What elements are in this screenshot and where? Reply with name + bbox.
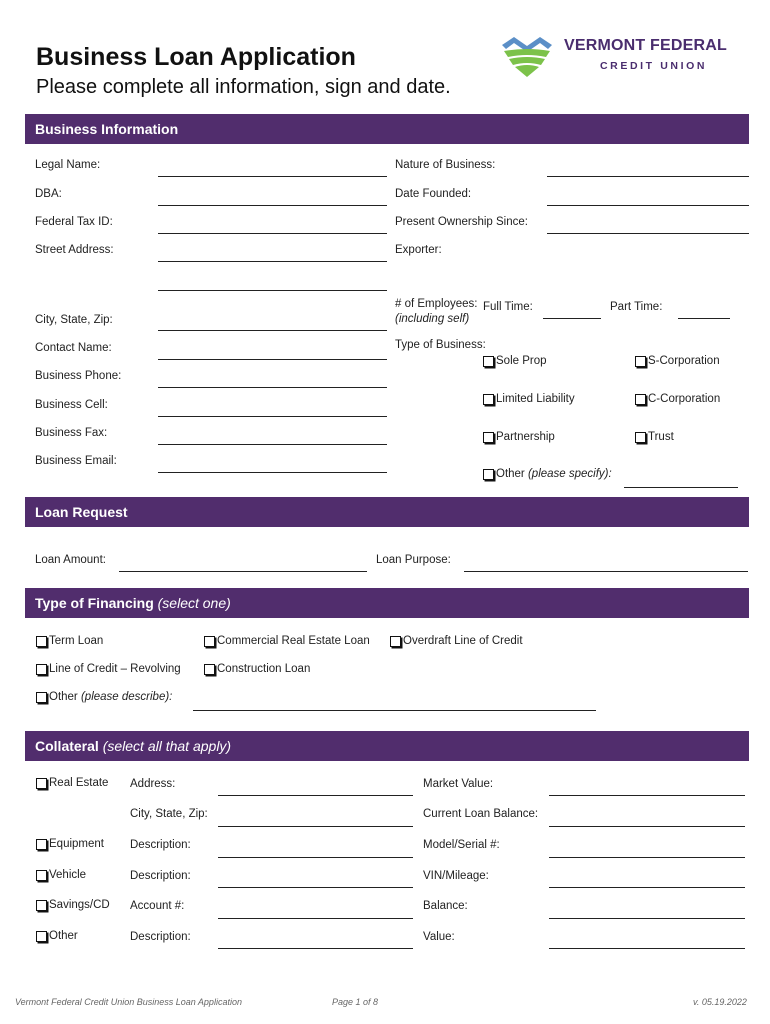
section-collateral: Collateral (select all that apply) (25, 731, 749, 761)
full-time-field[interactable] (543, 318, 601, 319)
vin-mileage-label: VIN/Mileage: (423, 870, 489, 882)
business-email-label: Business Email: (35, 455, 117, 467)
page-subtitle: Please complete all information, sign and date. (36, 76, 451, 98)
checkbox-term-loan[interactable]: Term Loan (36, 635, 103, 647)
checkbox-icon (36, 900, 47, 911)
contact-name-field[interactable] (158, 359, 387, 360)
business-fax-label: Business Fax: (35, 427, 108, 439)
checkbox-construction-loan[interactable]: Construction Loan (204, 663, 310, 675)
federal-tax-id-label: Federal Tax ID: (35, 216, 113, 228)
exporter-label: Exporter: (395, 244, 442, 256)
real-estate-address-label: Address: (130, 778, 176, 790)
current-loan-balance-label: Current Loan Balance: (423, 808, 539, 820)
vehicle-description-field[interactable] (218, 887, 413, 888)
checkbox-icon (36, 931, 47, 942)
balance-label: Balance: (423, 900, 468, 912)
footer-version: v. 05.19.2022 (693, 997, 747, 1007)
balance-field[interactable] (549, 918, 745, 919)
page-title: Business Loan Application (36, 43, 356, 71)
business-cell-field[interactable] (158, 416, 387, 417)
business-fax-field[interactable] (158, 444, 387, 445)
other-description-label: Description: (130, 931, 191, 943)
real-estate-city-label: City, State, Zip: (130, 808, 208, 820)
footer-page-number: Page 1 of 8 (332, 997, 379, 1007)
business-cell-label: Business Cell: (35, 399, 108, 411)
business-phone-label: Business Phone: (35, 370, 122, 382)
checkbox-vehicle[interactable]: Vehicle (36, 869, 86, 881)
checkbox-icon (483, 356, 494, 367)
loan-amount-label: Loan Amount: (35, 554, 106, 566)
checkbox-icon (483, 469, 494, 480)
checkbox-other-collateral[interactable]: Other (36, 930, 78, 942)
federal-tax-id-field[interactable] (158, 233, 387, 234)
checkbox-icon (204, 636, 215, 647)
checkbox-icon (635, 394, 646, 405)
checkbox-icon (36, 839, 47, 850)
value-label: Value: (423, 931, 455, 943)
model-serial-field[interactable] (549, 857, 745, 858)
checkbox-icon (36, 870, 47, 881)
checkbox-sole-prop[interactable]: Sole Prop (483, 355, 547, 367)
date-founded-field[interactable] (547, 205, 749, 206)
checkbox-line-of-credit-revolving[interactable]: Line of Credit – Revolving (36, 663, 181, 675)
legal-name-field[interactable] (158, 176, 387, 177)
checkbox-s-corporation[interactable]: S-Corporation (635, 355, 720, 367)
checkbox-icon (36, 636, 47, 647)
checkbox-icon (483, 394, 494, 405)
equipment-description-label: Description: (130, 839, 191, 851)
market-value-field[interactable] (549, 795, 745, 796)
checkbox-icon (36, 692, 47, 703)
employees-label: # of Employees: (395, 298, 478, 310)
business-phone-field[interactable] (158, 387, 387, 388)
checkbox-icon (635, 432, 646, 443)
checkbox-limited-liability[interactable]: Limited Liability (483, 393, 575, 405)
other-description-field[interactable] (218, 948, 413, 949)
section-type-of-financing: Type of Financing (select one) (25, 588, 749, 618)
checkbox-real-estate[interactable]: Real Estate (36, 777, 108, 789)
contact-name-label: Contact Name: (35, 342, 112, 354)
checkbox-icon (635, 356, 646, 367)
section-loan-request: Loan Request (25, 497, 749, 527)
checkbox-trust[interactable]: Trust (635, 431, 674, 443)
business-email-field[interactable] (158, 472, 387, 473)
checkbox-other-business[interactable]: Other (please specify): (483, 468, 612, 480)
legal-name-label: Legal Name: (35, 159, 101, 171)
street-address-field-2[interactable] (158, 290, 387, 291)
street-address-field[interactable] (158, 261, 387, 262)
ownership-since-field[interactable] (547, 233, 749, 234)
checkbox-equipment[interactable]: Equipment (36, 838, 104, 850)
ownership-since-label: Present Ownership Since: (395, 216, 528, 228)
logo-subtitle: CREDIT UNION (600, 60, 708, 72)
date-founded-label: Date Founded: (395, 188, 472, 200)
checkbox-icon (390, 636, 401, 647)
checkbox-icon (483, 432, 494, 443)
part-time-label: Part Time: (610, 301, 663, 313)
checkbox-icon (204, 664, 215, 675)
city-state-zip-field[interactable] (158, 330, 387, 331)
city-state-zip-label: City, State, Zip: (35, 314, 113, 326)
checkbox-icon (36, 664, 47, 675)
vermont-federal-logo-icon (500, 35, 554, 79)
footer-document-name: Vermont Federal Credit Union Business Loan Application (15, 997, 242, 1007)
other-business-field[interactable] (624, 487, 738, 488)
current-loan-balance-field[interactable] (549, 826, 745, 827)
checkbox-savings-cd[interactable]: Savings/CD (36, 899, 110, 911)
dba-label: DBA: (35, 188, 62, 200)
real-estate-address-field[interactable] (218, 795, 413, 796)
loan-purpose-label: Loan Purpose: (376, 554, 451, 566)
full-time-label: Full Time: (483, 301, 533, 313)
value-field[interactable] (549, 948, 745, 949)
model-serial-label: Model/Serial #: (423, 839, 500, 851)
checkbox-commercial-real-estate-loan[interactable]: Commercial Real Estate Loan (204, 635, 370, 647)
market-value-label: Market Value: (423, 778, 494, 790)
loan-amount-field[interactable] (119, 571, 367, 572)
street-address-label: Street Address: (35, 244, 114, 256)
account-number-field[interactable] (218, 918, 413, 919)
logo-name: VERMONT FEDERAL (564, 37, 727, 54)
other-financing-field[interactable] (193, 710, 596, 711)
checkbox-partnership[interactable]: Partnership (483, 431, 555, 443)
part-time-field[interactable] (678, 318, 730, 319)
section-business-information: Business Information (25, 114, 749, 144)
checkbox-c-corporation[interactable]: C-Corporation (635, 393, 720, 405)
dba-field[interactable] (158, 205, 387, 206)
real-estate-city-field[interactable] (218, 826, 413, 827)
nature-of-business-field[interactable] (547, 176, 749, 177)
type-of-business-label: Type of Business: (395, 339, 486, 351)
account-number-label: Account #: (130, 900, 185, 912)
vin-mileage-field[interactable] (549, 887, 745, 888)
equipment-description-field[interactable] (218, 857, 413, 858)
nature-of-business-label: Nature of Business: (395, 159, 496, 171)
employees-note: (including self) (395, 313, 470, 325)
vehicle-description-label: Description: (130, 870, 191, 882)
loan-purpose-field[interactable] (464, 571, 748, 572)
checkbox-icon (36, 778, 47, 789)
checkbox-overdraft-line-of-credit[interactable]: Overdraft Line of Credit (390, 635, 523, 647)
checkbox-other-financing[interactable]: Other (please describe): (36, 691, 172, 703)
